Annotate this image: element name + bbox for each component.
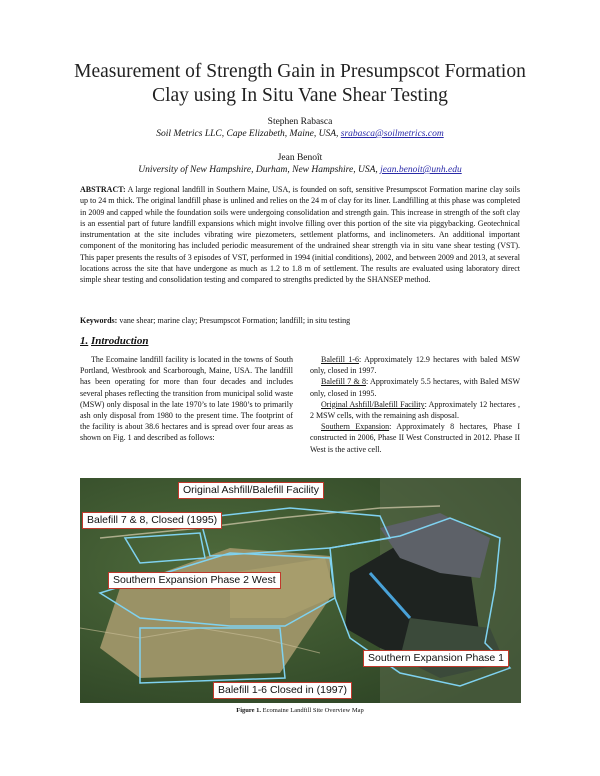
list-item: [310, 399, 520, 421]
figure-caption: [0, 707, 600, 714]
abstract-text: A large regional landfill in Southern Maine, USA, is founded on soft, sensitive Presumpscot Formation marine clay soils up to 24 m thick. The original landfill phase is unlined and relies on the 24 m of clay for its liner. Landfilling at this phase was completed in 2009 and capped while the foundation soils were undergoing consolidation and strength gain. This increase in strength of the soft clay is an essential part of future landfill expansions which might involve filling over this portion of the site via piggybacking. Geotechnical instrumentation at the site includes vibrating wire piezometers, settlement platforms, and inclinometers. An additional important component of the monitoring has included periodic measurement of the undrained shear strength via in situ vane shear testing (VST). This paper presents the results of 3 episodes of VST, performed in 1994 (initial conditions), 2002, and between 2009 and 2013, at several locations across the site that have undergone as much as 1.2 to 1.8 m of settlement. The results are evaluated using laboratory direct simple shear testing and consolidation testing and compared to strengths predicted by the SHANSEP method.: [80, 185, 520, 285]
label-balefill-7-8: Balefill 7 & 8, Closed (1995): [82, 512, 222, 529]
affiliation-text: Soil Metrics LLC, Cape Elizabeth, Maine, USA,: [156, 129, 339, 139]
author-name: Stephen Rabasca: [267, 117, 333, 127]
author-email-link[interactable]: jean.benoit@unh.edu: [380, 165, 462, 175]
author-name: Jean Benoît: [277, 153, 323, 163]
abstract-label: ABSTRACT:: [80, 185, 126, 194]
item-label: Southern Expansion: [321, 422, 390, 432]
label-southern-expansion-1: Southern Expansion Phase 1: [363, 650, 509, 667]
title-line-1: Measurement of Strength Gain in Presumpscot Formation: [74, 61, 526, 82]
abstract: [80, 184, 520, 286]
section-number: 1.: [80, 335, 89, 347]
intro-paragraph: The Ecomaine landfill facility is located in the towns of South Portland, Westbrook and Scarborough, Maine, USA. The landfill has been operating for more than four decades and includes several phases reflecting the transition from municipal solid waste (MSW) only disposal in the late 1970’s to late 1980’s to primarily ash only disposal from 1980 to the present time. The footprint of the facility is about 38.6 hectares and is spread over four areas as shown on Fig. 1 and described as follows:: [80, 355, 293, 443]
caption-text: Ecomaine Landfill Site Overview Map: [262, 707, 364, 714]
paper-title: [60, 60, 540, 108]
author-affiliation: [0, 128, 600, 140]
caption-label: Figure 1.: [236, 707, 262, 714]
section-heading: [80, 335, 148, 347]
section-title: Introduction: [91, 335, 149, 347]
label-original-facility: Original Ashfill/Balefill Facility: [178, 482, 324, 499]
body-column-left: [80, 354, 293, 444]
label-balefill-1-6: Balefill 1-6 Closed in (1997): [213, 682, 352, 699]
label-southern-expansion-2-west: Southern Expansion Phase 2 West: [108, 572, 281, 589]
item-text: : Approximately 12 hectares , 2 MSW cells, with the remaining ash disposal.: [310, 399, 520, 421]
affiliation-text: University of New Hampshire, Durham, New Hampshire, USA,: [138, 165, 378, 175]
title-line-2: Clay using In Situ Vane Shear Testing: [152, 85, 448, 106]
author-email-link[interactable]: srabasca@soilmetrics.com: [340, 129, 444, 139]
list-item: [310, 376, 520, 398]
site-overview-aerial-photo: [80, 478, 521, 703]
keywords: [80, 315, 520, 326]
item-label: Original Ashfill/Balefill Facility: [321, 399, 425, 409]
author-affiliation: [0, 164, 600, 176]
item-text: : Approximately 8 hectares, Phase I constructed in 2006, Phase II West Constructed in 2012. Phase II West is the active cell.: [310, 422, 520, 454]
list-item: [310, 354, 520, 376]
keywords-label: Keywords:: [80, 316, 118, 325]
item-text: : Approximately 5.5 hectares, with Baled MSW only, closed in 1995.: [310, 377, 521, 398]
item-text: : Approximately 12.9 hectares with baled MSW only, closed in 1997.: [310, 355, 521, 376]
item-label: Balefill 7 & 8: [321, 377, 367, 387]
item-label: Balefill 1-6: [321, 355, 359, 364]
list-item: [310, 421, 520, 455]
body-column-right: [310, 354, 520, 455]
keywords-text: vane shear; marine clay; Presumpscot Formation; landfill; in situ testing: [119, 316, 351, 325]
